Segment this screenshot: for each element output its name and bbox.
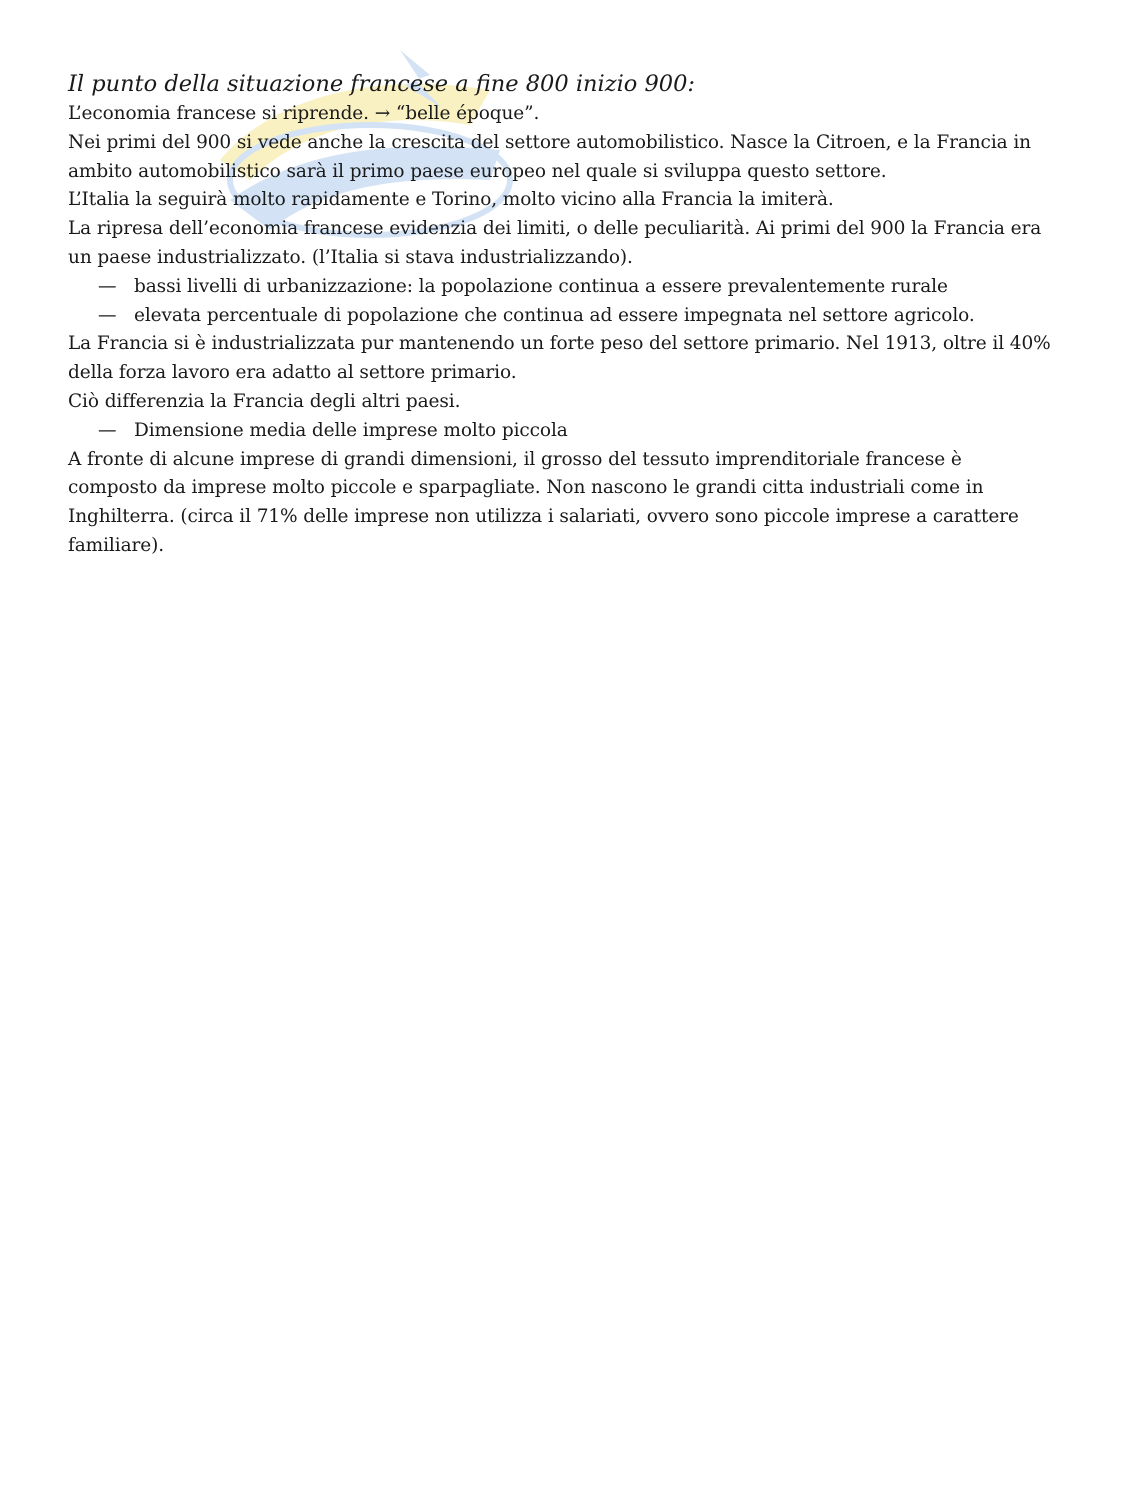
paragraph-line: ambito automobilistico sarà il primo paese europeo nel quale si sviluppa questo settore. [68,160,887,182]
bullet-text: bassi livelli di urbanizzazione: la popolazione continua a essere prevalentemente rurale [134,275,948,297]
paragraph-line: L’Italia la seguirà molto rapidamente e Torino, molto vicino alla Francia la imiterà. [68,189,834,211]
paragraph-line: La Francia si è industrializzata pur mantenendo un forte peso del settore primario. Nel 1913, oltre il 40% [68,333,1051,355]
paragraph-line: familiare). [68,534,164,556]
paragraph-line: L’economia francese si riprende. → “belle époque”. [68,103,540,124]
paragraph-line: Nei primi del 900 si vede anche la crescita del settore automobilistico. Nasce la Citroen, e la Francia in [68,131,1031,153]
bullet-item [68,302,1080,331]
bullet-item [68,417,1080,446]
paragraph-line: composto da imprese molto piccole e sparpagliate. Non nascono le grandi citta industriali come in [68,477,984,499]
bullet-text: elevata percentuale di popolazione che continua ad essere impegnata nel settore agricolo. [134,304,975,326]
dash-icon: — [98,419,117,441]
paragraph-line: Inghilterra. (circa il 71% delle imprese non utilizza i salariati, ovvero sono piccole imprese a carattere [68,506,1019,528]
bullet-item [68,273,1080,302]
paragraph-line: Ciò differenzia la Francia degli altri paesi. [68,390,461,412]
dash-icon: — [98,275,117,297]
paragraph-line: La ripresa dell’economia francese evidenzia dei limiti, o delle peculiarità. Ai primi del 900 la Francia era [68,218,1042,240]
document-body [68,100,1080,561]
bullet-text: Dimensione media delle imprese molto piccola [134,419,568,441]
dash-icon: — [98,304,117,326]
document-page [68,68,1080,561]
paragraph-line: A fronte di alcune imprese di grandi dimensioni, il grosso del tessuto imprenditoriale francese è [68,448,962,470]
paragraph-line: della forza lavoro era adatto al settore primario. [68,362,517,384]
paragraph-line: un paese industrializzato. (l’Italia si stava industrializzando). [68,246,633,268]
document-heading: Il punto della situazione francese a fine 800 inizio 900: [68,71,695,97]
